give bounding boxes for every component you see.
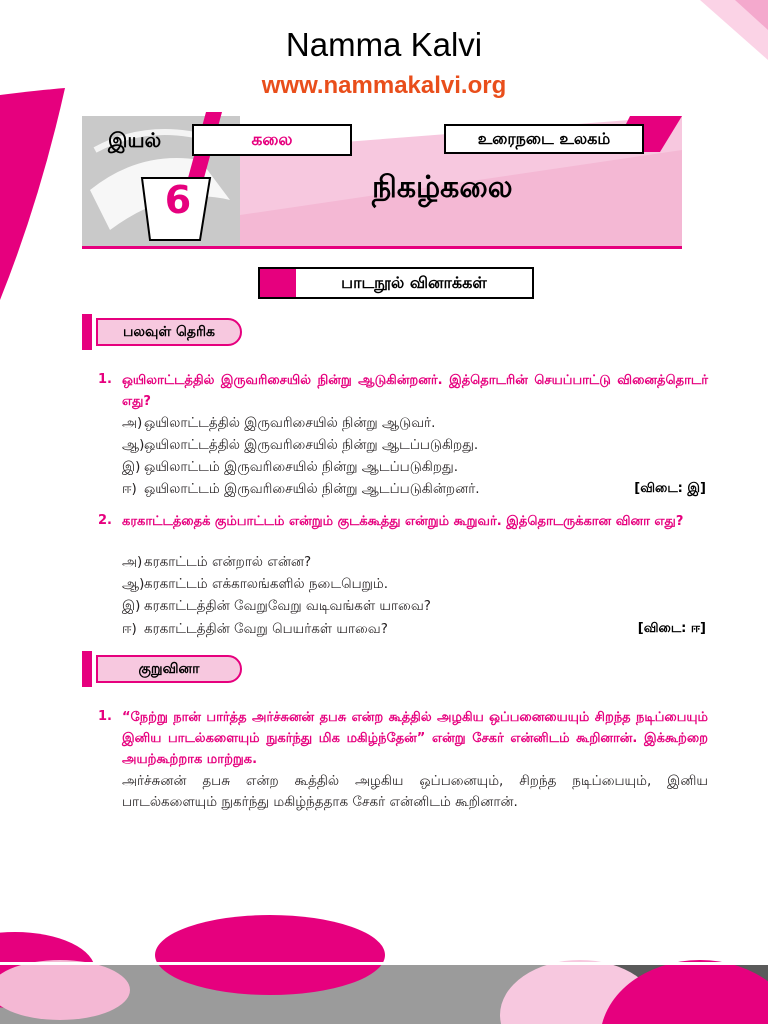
option-letter: இ)	[122, 598, 141, 614]
question-number: 1.	[98, 709, 112, 724]
option-letter: அ)	[122, 554, 143, 570]
option-letter: ஆ)	[122, 437, 145, 453]
option-letter: இ)	[122, 459, 141, 475]
answer-paragraph: அர்ச்சுனன் தபசு என்ற கூத்தில் அழகிய ஒப்பனையும், சிறந்த நடிப்பையும், இனிய பாடல்களையும் நுகர்ந்து மகிழ்ந்ததாக சேகர் என்னிடம் கூறினான்.	[122, 773, 708, 810]
option-text: கரகாட்டத்தின் வேறு பெயர்கள் யாவை?	[144, 621, 388, 637]
mcq-section-header	[82, 314, 246, 350]
option-text: கரகாட்டத்தின் வேறுவேறு வடிவங்கள் யாவை?	[144, 598, 431, 614]
question-number: 2.	[98, 513, 112, 528]
textbook-questions-label: பாடநூல் வினாக்கள்	[341, 273, 487, 292]
option-text: கரகாட்டம் என்றால் என்ன?	[144, 554, 312, 570]
option-row	[122, 598, 431, 616]
chapter-title: நிகழ்கலை	[372, 170, 513, 205]
option-row	[122, 481, 480, 499]
question-text: கரகாட்டத்தைக் கும்பாட்டம் என்றும் குடக்கூத்து என்றும் கூறுவர். இத்தொடருக்கான வினா எது?	[122, 514, 684, 529]
option-text: ஒயிலாட்டத்தில் இருவரிசையில் நின்று ஆடப்படுகிறது.	[144, 437, 479, 453]
option-row	[122, 415, 435, 433]
site-url[interactable]: www.nammakalvi.org	[261, 72, 507, 99]
answer-label: [விடை: இ]	[634, 481, 706, 496]
question-text: ஒயிலாட்டத்தில் இருவரிசையில் நின்று ஆடுகின்றனர். இத்தொடரின் செயப்பாட்டு வினைத்தொடர் எது?	[122, 373, 708, 409]
lesson-number: 6	[164, 178, 192, 222]
option-row	[122, 459, 458, 477]
iyal-topic-box: கலை	[192, 124, 352, 156]
iyal-label: இயல்	[108, 128, 162, 152]
mcq-section-label: பலவுள் தெரிக	[96, 318, 242, 346]
short-section-label: குறுவினா	[96, 655, 242, 683]
option-row	[122, 437, 478, 455]
section-tab	[82, 651, 92, 687]
site-title: Namma Kalvi	[285, 26, 483, 63]
option-letter: ஈ)	[122, 621, 137, 637]
option-row	[122, 554, 311, 572]
question-number: 1.	[98, 372, 112, 387]
option-text: ஒயிலாட்டம் இருவரிசையில் நின்று ஆடப்படுகிறது.	[144, 459, 459, 475]
category-box: உரைநடை உலகம்	[444, 124, 644, 154]
question-text: “நேற்று நான் பார்த்த அர்ச்சுனன் தபசு என்ற கூத்தில் அழகிய ஒப்பனையையும் சிறந்த நடிப்பையும் இனிய பாடல்களையும் நுகர்ந்து மிக மகிழ்ந்தேன்” என்று சேகர் என்னிடம் கூறினான். இக்கூற்றை அயற்கூற்றாக மாற்றுக.	[122, 710, 708, 767]
textbook-questions-heading	[258, 267, 534, 299]
option-letter: அ)	[122, 415, 143, 431]
option-text: ஒயிலாட்டத்தில் இருவரிசையில் நின்று ஆடுவர்.	[144, 415, 436, 431]
option-letter: ஈ)	[122, 481, 137, 497]
option-text: ஒயிலாட்டம் இருவரிசையில் நின்று ஆடப்படுகின்றனர்.	[144, 481, 480, 497]
short-section-header	[82, 651, 246, 687]
answer-label: [விடை: ஈ]	[637, 621, 706, 636]
option-row	[122, 621, 388, 639]
option-text: கரகாட்டம் எக்காலங்களில் நடைபெறும்.	[144, 576, 389, 592]
option-row	[122, 576, 388, 594]
section-tab	[82, 314, 92, 350]
heading-stripe	[260, 269, 296, 297]
option-letter: ஆ)	[122, 576, 145, 592]
